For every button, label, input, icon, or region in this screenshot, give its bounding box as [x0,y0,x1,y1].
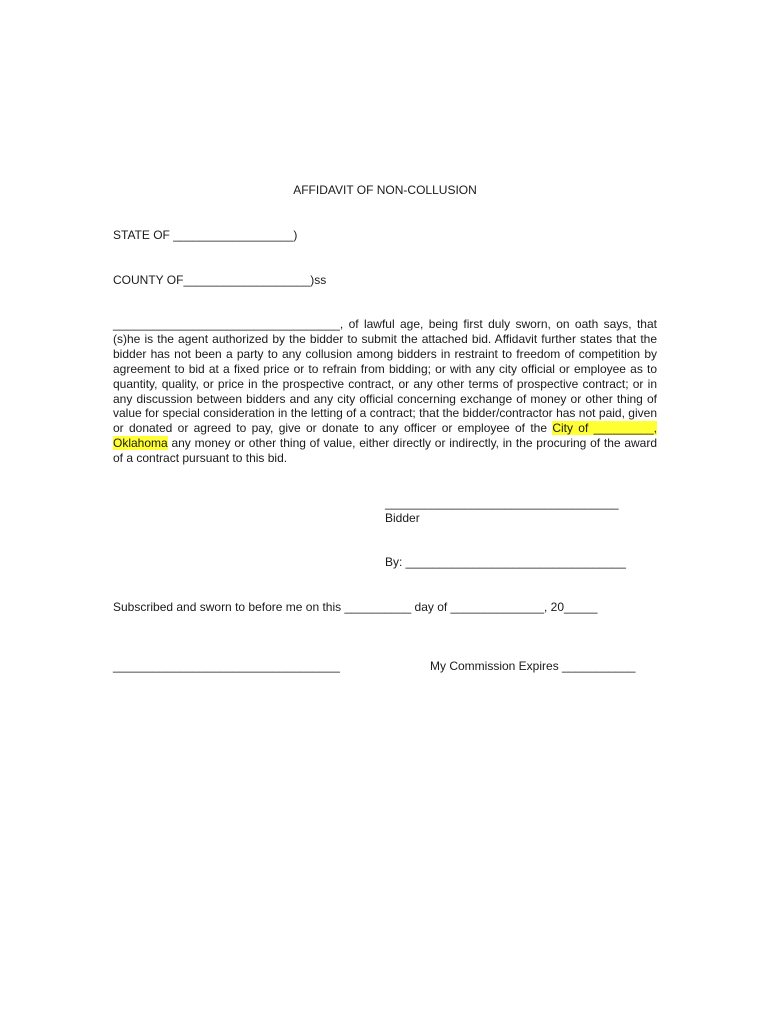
affidavit-body [113,317,657,466]
state-line: STATE OF __________________) [113,228,298,242]
notary-signature-line: __________________________________ [113,659,340,673]
commission-expires-line: My Commission Expires ___________ [430,659,636,673]
city-highlight: City of _________, Oklahoma [113,421,657,451]
affidavit-body-part1: __________________________________, of lawful age, being first duly sworn, on oath says, that (s)he is the agent authorized by the bidder to submit the attached bid. Affidavit further states that the bidder has not been a party to any collusion among bidders in restraint to freedom of competition by agreement to bid at a fixed price or to refrain from bidding; or with any city official or employee as to quantity, quality, or price in the prospective contract, or any other terms of prospective contract; or in any discussion between bidders and any city official concerning exchange of money or other thing of value for special consideration in the letting of a contract; that the bidder/contractor has not paid, given or donated or agreed to pay, give or donate to any officer or employee of the [113,317,657,436]
bidder-label: Bidder [385,511,420,525]
county-line: COUNTY OF___________________)ss [113,273,327,287]
affidavit-body-part2: any money or other thing of value, either directly or indirectly, in the procuring of the award of a contract pursuant to this bid. [113,436,657,466]
bidder-signature-line: ___________________________________ [385,496,619,510]
subscribed-line: Subscribed and sworn to before me on this __________ day of ______________, 20_____ [113,600,598,614]
document-title: AFFIDAVIT OF NON-COLLUSION [293,183,477,197]
by-line: By: _________________________________ [385,555,626,569]
